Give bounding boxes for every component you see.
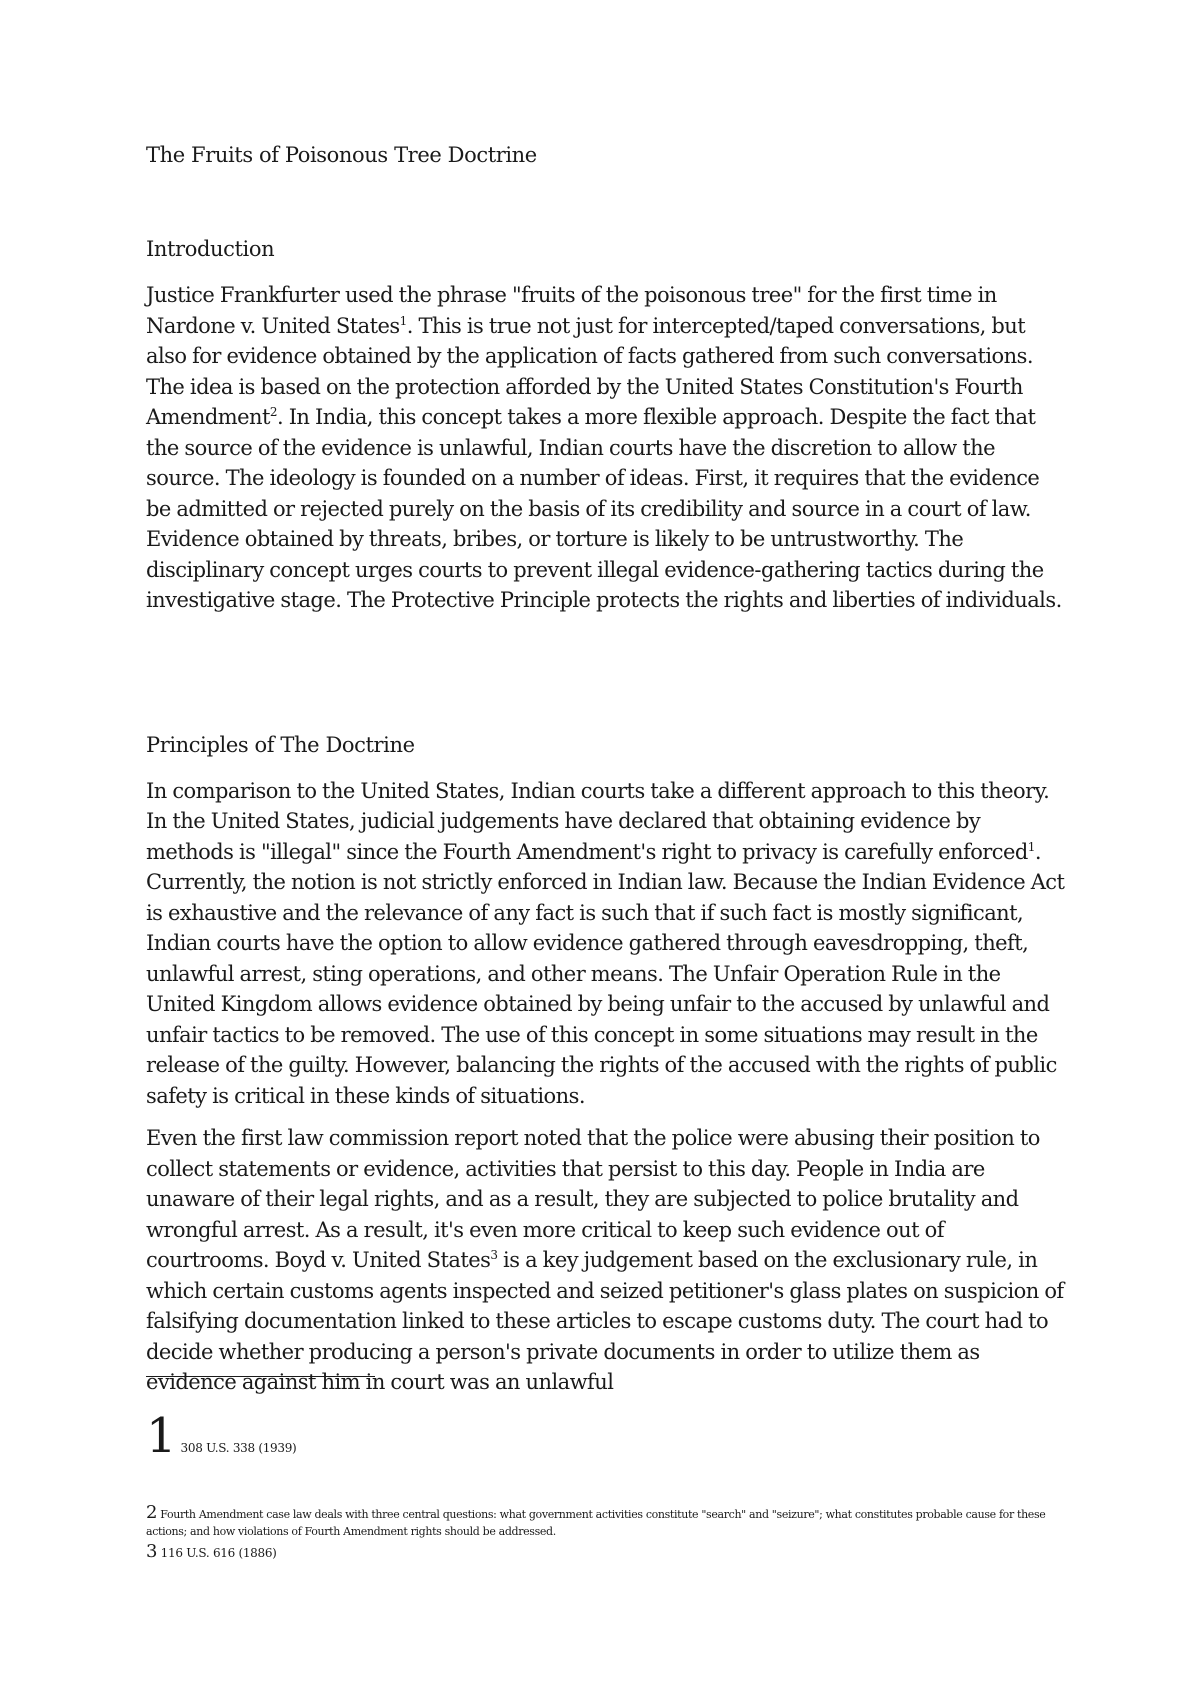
text-segment: Even the first law commission report noted that the police were abusing their position to collect statements or evidence, activities that persist to this day. People in India are unaware of their legal rights, and as a result, they are subjected to police brutality and wrongful arrest. As a result, it's even more critical to keep such evidence out of courtrooms. Boyd v. United States bbox=[146, 1126, 1040, 1272]
footnote-ref-3[interactable]: 3 bbox=[490, 1248, 498, 1262]
section-heading-introduction: Introduction bbox=[146, 237, 275, 261]
footnotes bbox=[146, 1408, 1066, 1563]
footnote-number: 2 bbox=[146, 1502, 158, 1523]
footnote-separator bbox=[146, 1376, 375, 1377]
footnote-ref-1[interactable]: 1 bbox=[1027, 839, 1035, 854]
text-segment: is a key judgement based on the exclusionary rule, in which certain customs agents inspected and seized petitioner's glass plates on suspicion of falsifying documentation linked to these articles to escape customs duty. The court had to decide whether producing a person's private documents in order to utilize them as evidence against him in court was an unlawful bbox=[146, 1248, 1064, 1394]
section-heading-principles: Principles of The Doctrine bbox=[146, 732, 415, 757]
paragraph-introduction bbox=[146, 280, 1066, 616]
document-body bbox=[146, 140, 1066, 1410]
paragraph-principles-1 bbox=[146, 776, 1066, 1112]
paragraph-principles-2 bbox=[146, 1123, 1066, 1398]
text-segment: In comparison to the United States, Indian courts take a different approach to this theory. In the United States, judicial judgements have declared that obtaining evidence by methods is "illegal" since the Fourth Amendment's right to privacy is carefully enforced bbox=[146, 778, 1050, 864]
footnote-ref-1[interactable]: 1 bbox=[399, 313, 407, 328]
footnote-2 bbox=[146, 1504, 1066, 1540]
footnote-text: 308 U.S. 338 (1939) bbox=[180, 1441, 297, 1455]
footnote-3 bbox=[146, 1542, 1066, 1563]
footnote-text: Fourth Amendment case law deals with three central questions: what government activities constitute "search" and "seizure"; what constitutes probable cause for these actions; and how violations of Fourth Amendment rights should be addressed. bbox=[146, 1508, 1046, 1538]
section-principles bbox=[146, 730, 1066, 1398]
section-spacer bbox=[146, 628, 1066, 730]
footnote-number: 3 bbox=[146, 1541, 158, 1562]
footnote-text: 116 U.S. 616 (1886) bbox=[160, 1546, 277, 1560]
text-segment: . This is true not just for intercepted/taped conversations, but also for evidence obtained by the application of facts gathered from such conversations. The idea is based on the protection afforded by the United States Constitution's Fourth Amendment bbox=[146, 313, 1033, 429]
footnote-number: 1 bbox=[146, 1408, 177, 1464]
footnote-1 bbox=[146, 1408, 1066, 1464]
section-introduction bbox=[146, 234, 1066, 616]
text-segment: . Currently, the notion is not strictly enforced in Indian law. Because the Indian Evidence Act is exhaustive and the relevance of any fact is such that if such fact is mostly significant, Indian courts have the option to allow evidence gathered through eavesdropping, theft, unlawful arrest, sting operations, and other means. The Unfair Operation Rule in the United Kingdom allows evidence obtained by being unfair to the accused by unlawful and unfair tactics to be removed. The use of this concept in some situations may result in the release of the guilty. However, balancing the rights of the accused with the rights of public safety is critical in these kinds of situations. bbox=[146, 839, 1065, 1108]
text-segment: . In India, this concept takes a more flexible approach. Despite the fact that the source of the evidence is unlawful, Indian courts have the discretion to allow the source. The ideology is founded on a number of ideas. First, it requires that the evidence be admitted or rejected purely on the basis of its credibility and source in a court of law. Evidence obtained by threats, bribes, or torture is likely to be untrustworthy. The disciplinary concept urges courts to prevent illegal evidence-gathering tactics during the investigative stage. The Protective Principle protects the rights and liberties of individuals. bbox=[146, 405, 1062, 612]
footnote-ref-2[interactable]: 2 bbox=[269, 405, 277, 419]
document-title: The Fruits of Poisonous Tree Doctrine bbox=[146, 143, 537, 167]
text-segment: Justice Frankfurter used the phrase "fruits of the poisonous tree" for the first time in Nardone v. United States bbox=[146, 283, 997, 338]
